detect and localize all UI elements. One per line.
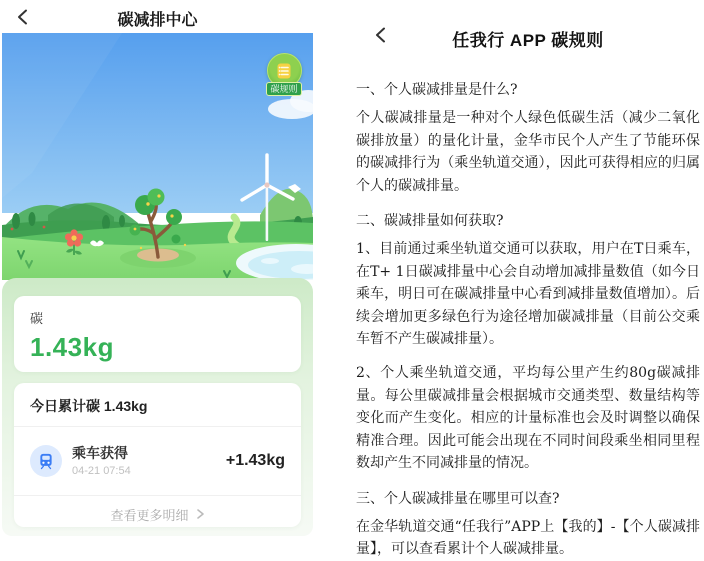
section-1-heading: 一、个人碳减排量是什么?: [356, 82, 518, 98]
forest-illustration: [2, 33, 313, 280]
view-more-link[interactable]: [14, 496, 301, 532]
view-more-label: 查看更多明细: [110, 507, 189, 523]
section-2-paragraph-2: 2、个人乘坐轨道交通，平均每公里产生约80g碳减排量。每公里碳减排量会根据城市交通类型、数量结构等变化而产生变化。相应的计量标准也会及时调整以确保精准合理。因此可能会出现在不同时间段乘坐相同里程数却产生不同减排量的情况。: [356, 365, 700, 472]
section-3-heading: 三、个人碳减排量在哪里可以查?: [356, 490, 560, 507]
chevron-right-icon: [195, 508, 205, 520]
rules-page-title: 任我行 APP 碳规则: [452, 31, 604, 50]
notebook-icon: [275, 62, 293, 80]
section-2-paragraph-1: 1、目前通过乘坐轨道交通可以获取，用户在T日乘车，在T+ 1日碳减排量中心会自动增加减排量数值（如今日乘车，明日可在碳减排量中心看到减排量数值增加）。后续会增加更多绿色行为途径增加碳减排量（目前公交乘车暂不产生碳减排量）。: [356, 241, 700, 348]
carbon-summary-card: [14, 296, 301, 372]
page-title: 碳减排中心: [117, 12, 198, 29]
carbon-panel: [2, 278, 313, 536]
rules-document: [352, 52, 704, 561]
carbon-rules-screen: [352, 0, 704, 558]
badge-label: 碳规则: [266, 82, 301, 96]
train-icon-wrap: [30, 445, 62, 477]
section-1-paragraph: 个人碳减排量是一种对个人绿色低碳生活（减少二氧化碳排放量）的量化计量，金华市民个人产生了节能环保的碳减排行为（乘坐轨道交通），因此可获得相应的归属个人的碳减排量。: [356, 110, 700, 194]
carbon-entry-row[interactable]: [14, 427, 301, 495]
carbon-total-value: 1.43kg: [30, 332, 114, 362]
section-3-paragraph: 在金华轨道交通“任我行”APP上【我的】-【个人碳减排量】，可以查看累计个人碳减排量。: [356, 518, 700, 558]
section-2-heading: 二、碳减排量如何获取?: [356, 213, 504, 230]
entry-title: 乘车获得: [72, 444, 128, 461]
carbon-label: 碳: [30, 311, 44, 326]
carbon-rules-badge[interactable]: [262, 53, 306, 96]
train-icon: [37, 452, 55, 470]
today-total-title: 今日累计碳 1.43kg: [30, 398, 148, 414]
entry-amount: +1.43kg: [225, 452, 285, 469]
carbon-center-screen: [2, 0, 313, 538]
left-nav-bar: [2, 0, 313, 33]
entry-texts: [72, 445, 226, 478]
today-carbon-card: [14, 383, 301, 527]
entry-timestamp: 04-21 07:54: [72, 464, 131, 477]
right-nav-bar: [352, 0, 704, 52]
